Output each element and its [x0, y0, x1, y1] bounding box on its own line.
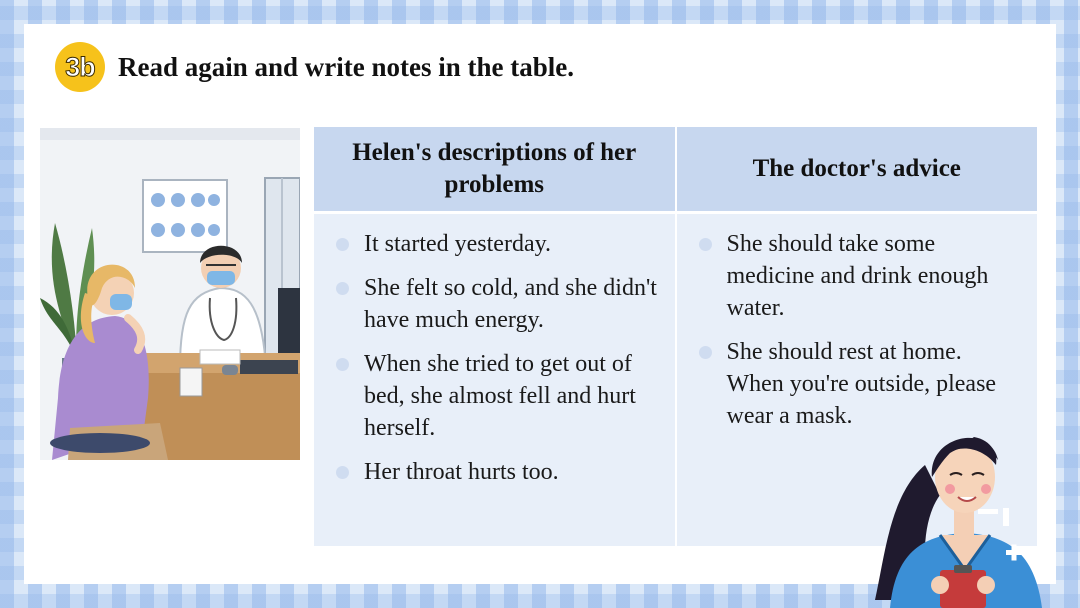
- list-item: She should rest at home. When you're outside, please wear a mask.: [697, 336, 1022, 432]
- header-helen-descriptions: Helen's descriptions of her problems: [314, 127, 676, 213]
- list-item: When she tried to get out of bed, she almost fell and hurt herself.: [334, 348, 659, 444]
- list-item: She felt so cold, and she didn't have much energy.: [334, 272, 659, 336]
- table-header-row: [314, 127, 1037, 213]
- list-item: Her throat hurts too.: [334, 456, 659, 488]
- instruction-text: Read again and write notes in the table.: [118, 52, 575, 82]
- helen-notes-list: [334, 228, 659, 488]
- section-badge-label: 3b: [65, 51, 95, 82]
- doctor-office-illustration: [40, 128, 300, 460]
- helen-notes-cell: [314, 213, 676, 547]
- section-badge: [55, 42, 105, 92]
- list-item: She should take some medicine and drink enough water.: [697, 228, 1022, 324]
- list-item: It started yesterday.: [334, 228, 659, 260]
- nurse-illustration: [870, 405, 1060, 608]
- header-doctor-advice: The doctor's advice: [676, 127, 1038, 213]
- doctor-notes-list: [697, 228, 1022, 432]
